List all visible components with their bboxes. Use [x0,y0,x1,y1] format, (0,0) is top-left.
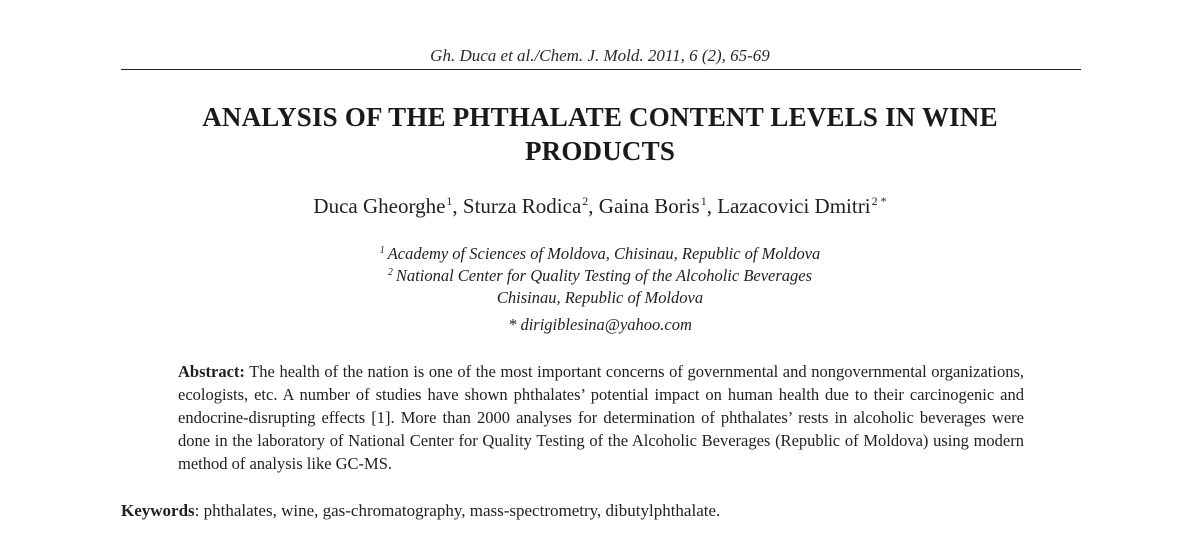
author-separator: , [706,194,718,218]
author-name: Gaina Boris [598,194,700,218]
author-list [0,193,1200,219]
affiliation-2-marker: 2 [387,266,393,278]
author-affiliation-marker: 2 [582,194,589,208]
author-name: Duca Gheorghe [313,194,446,218]
author-affiliation-marker: 2 * [871,194,887,208]
abstract-text: The health of the nation is one of the most important concerns of governmental and nongovernmental organizations, ecologists, etc. A number of studies have shown phthalates’ potential impact on human health due to their carcinogenic and endocrine-disrupting effects [1]. More than 2000 analyses for determination of phthalates’ rests in alcoholic beverages were done in the laboratory of National Center for Quality Testing of the Alcoholic Beverages (Republic of Moldova) using modern method of analysis like GC-MS. [178,362,1025,473]
journal-citation: Gh. Duca et al./Chem. J. Mold. 2011, 6 (2), 65-69 [430,46,770,65]
abstract-label: Abstract: [178,362,245,381]
author-name: Lazacovici Dmitri [717,194,871,218]
paper-title [150,100,1050,168]
author-affiliation-marker: 1 [446,194,453,208]
affiliation-1 [0,243,1200,265]
affiliation-2 [0,265,1200,287]
corresponding-email[interactable]: * dirigiblesina@yahoo.com [508,315,692,334]
author-name: Sturza Rodica [462,194,582,218]
affiliation-1-marker: 1 [379,244,385,256]
keywords-section [121,500,1081,522]
abstract-section [178,360,1024,475]
header-divider [121,69,1081,70]
author-separator: , [588,194,599,218]
affiliation-1-text: Academy of Sciences of Moldova, Chisinau, Republic of Moldova [387,244,821,263]
affiliation-2-text: National Center for Quality Testing of the Alcoholic Beverages [395,266,813,285]
paper-title-line-2: PRODUCTS [524,136,676,166]
keywords-text: : phthalates, wine, gas-chromatography, mass-spectrometry, dibutylphthalate. [194,501,721,520]
author-affiliation-marker: 1 [700,194,707,208]
affiliation-2-location: Chisinau, Republic of Moldova [496,288,704,307]
paper-title-line-1: ANALYSIS OF THE PHTHALATE CONTENT LEVELS IN WINE [202,102,998,132]
author-separator: , [452,194,463,218]
affiliation-block [0,243,1200,336]
keywords-label: Keywords [121,501,195,520]
